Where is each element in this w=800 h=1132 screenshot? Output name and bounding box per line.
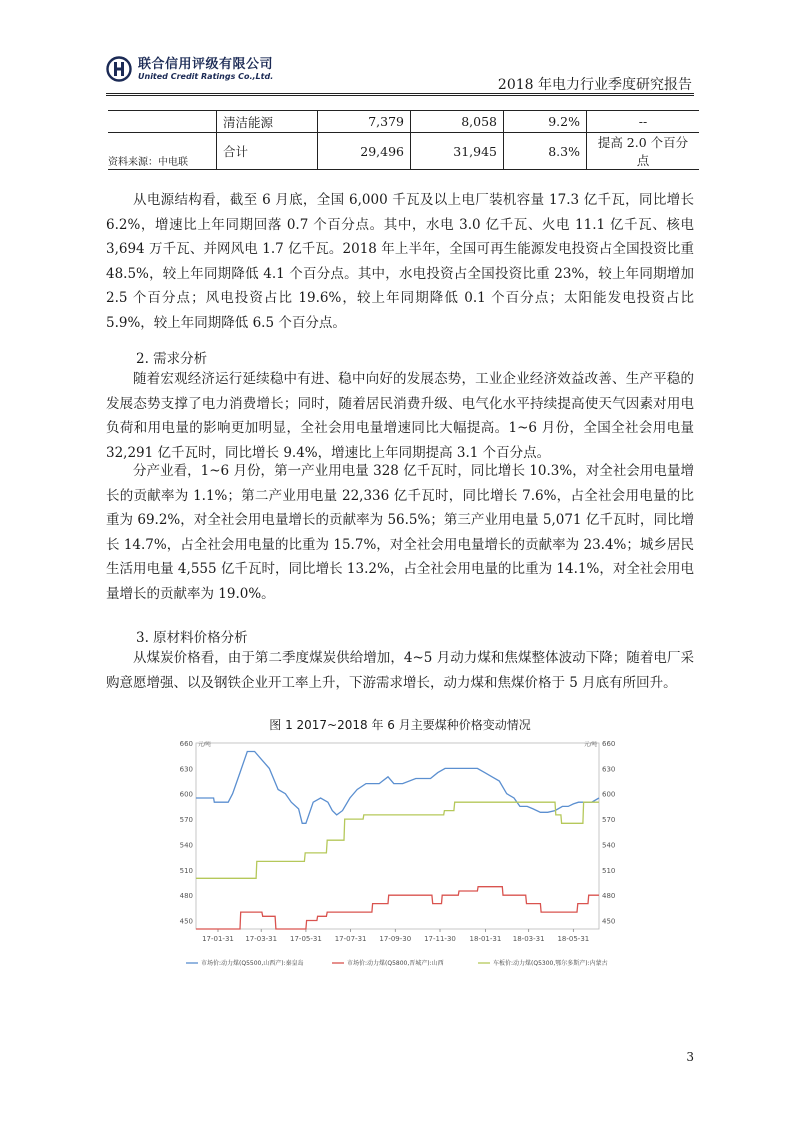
company-name-cn: 联合信用评级有限公司: [138, 56, 274, 72]
legend-label: 车板价:动力煤(Q5300,鄂尔多斯产):内蒙古: [493, 960, 608, 967]
y-tick-label-left: 510: [179, 866, 193, 875]
table-row: [108, 111, 699, 133]
y-tick-label-left: 600: [179, 790, 193, 799]
series-line: [196, 802, 599, 878]
y-tick-label-right: 450: [602, 917, 616, 926]
paragraph-coal-price: 从煤炭价格看，由于第二季度煤炭供给增加，4~5 月动力煤和焦煤整体波动下降；随着电厂采购意愿增强、以及钢铁企业开工率上升，下游需求增长，动力煤和焦煤价格于 5 月底有所回升。: [106, 650, 694, 691]
y-tick-label-left: 450: [179, 917, 193, 926]
x-tick-label: 18-05-31: [557, 935, 590, 943]
y-tick-label-left: 480: [179, 892, 193, 901]
y-tick-label-left: 660: [179, 740, 193, 748]
logo-mark-icon: [106, 56, 132, 82]
x-tick-label: 17-11-30: [424, 935, 456, 943]
table-cell: 8,058: [411, 111, 504, 133]
series-line: [196, 887, 599, 929]
y-tick-label-right: 480: [602, 892, 616, 901]
x-tick-label: 18-01-31: [469, 935, 502, 943]
table-cell: 9.2%: [504, 111, 587, 133]
section-heading-demand: 2. 需求分析: [136, 351, 208, 367]
y-tick-label-right: 510: [602, 866, 616, 875]
y-tick-label-right: 660: [602, 740, 616, 748]
paragraph-industry: 分产业看，1~6 月份，第一产业用电量 328 亿千瓦时，同比增长 10.3%，对全社会用电量增长的贡献率为 1.1%；第二产业用电量 22,336 亿千瓦时，同比增长 7.6%，占全社会用电量的比重为 69.2%，对全社会用电量增长的贡献率为 56.5%；第三产业用电量 5,071 亿千瓦时，同比增长 14.7%，占全社会用电量的比重为 15.7%，对全社会用电量增长的贡献率为 23.4%；城乡居民生活用电量 4,555 亿千瓦时，同比增长 13.2%，占全社会用电量的比重为 14.1%，对全社会用电量增长的贡献率为 19.0%。: [106, 463, 694, 602]
y-unit-right: 元/吨: [584, 742, 597, 748]
y-tick-label-right: 540: [602, 841, 616, 850]
legend-label: 市场价:动力煤(Q5500,山西产):秦皇岛: [201, 960, 304, 967]
coal-price-chart: [174, 733, 624, 978]
table-cell: --: [587, 111, 700, 133]
table-row: [108, 133, 699, 170]
table-cell: 29,496: [318, 133, 411, 170]
table-cell: 8.3%: [504, 133, 587, 170]
x-tick-label: 17-03-31: [245, 935, 278, 943]
paragraph-power-structure: 从电源结构看，截至 6 月底，全国 6,000 千瓦及以上电厂装机容量 17.3 亿千瓦，同比增长 6.2%，增速比上年同期回落 0.7 个百分点。其中，水电 3.0 亿千瓦、火电 11.1 亿千瓦、核电 3,694 万千瓦、并网风电 1.7 亿千瓦。2018 年上半年，全国可再生能源发电投资占全国投资比重 48.5%，较上年同期降低 4.1 个百分点。其中，水电投资占全国投资比重 23%，较上年同期增加 2.5 个百分点；风电投资占比 19.6%，较上年同期降低 0.1 个百分点；太阳能发电投资占比 5.9%，较上年同期降低 6.5 个百分点。: [106, 192, 694, 331]
y-tick-label-left: 630: [179, 765, 193, 774]
x-tick-label: 18-03-31: [512, 935, 545, 943]
page-number: 3: [686, 1050, 694, 1064]
table-cell: 7,379: [318, 111, 411, 133]
capacity-table: [108, 110, 699, 170]
table-cell: 清洁能源: [217, 111, 318, 133]
y-tick-label-right: 630: [602, 765, 616, 774]
plot-frame: [196, 743, 599, 929]
table-cell: [108, 111, 217, 133]
table-cell: 合计: [217, 133, 318, 170]
y-tick-label-left: 570: [179, 816, 193, 825]
table-cell: 提高 2.0 个百分点: [587, 133, 700, 170]
y-unit-left: 元/吨: [198, 742, 211, 748]
figure-caption: 图 1 2017~2018 年 6 月主要煤种价格变动情况: [269, 718, 531, 732]
paragraph-demand: 随着宏观经济运行延续稳中有进、稳中向好的发展态势，工业企业经济效益改善、生产平稳的发展态势支撑了电力消费增长；同时，随着居民消费升级、电气化水平持续提高使天气因素对用电负荷和用电量的影响更加明显，全社会用电量增速同比大幅提高。1~6 月份，全国全社会用电量 32,291 亿千瓦时，同比增长 9.4%，增速比上年同期提高 3.1 个百分点。: [106, 371, 694, 461]
company-logo: [106, 56, 273, 82]
y-tick-label-right: 570: [602, 816, 616, 825]
header-divider-2: [106, 95, 694, 96]
table-cell: 31,945: [411, 133, 504, 170]
y-tick-label-right: 600: [602, 790, 616, 799]
x-tick-label: 17-07-31: [334, 935, 367, 943]
x-tick-label: 17-05-31: [290, 935, 322, 943]
section-heading-materials: 3. 原材料价格分析: [136, 630, 248, 646]
series-line: [196, 752, 599, 824]
y-tick-label-left: 540: [179, 841, 193, 850]
company-name-en: United Credit Ratings Co.,Ltd.: [138, 71, 274, 81]
header-divider: [106, 93, 694, 94]
table-source: 资料来源：中电联: [108, 157, 188, 168]
x-tick-label: 17-09-30: [379, 935, 412, 943]
report-title: 2018 年电力行业季度研究报告: [497, 77, 692, 93]
legend-label: 市场价:动力煤(Q5800,晋城产):山西: [347, 960, 444, 967]
x-tick-label: 17-01-31: [202, 935, 234, 943]
